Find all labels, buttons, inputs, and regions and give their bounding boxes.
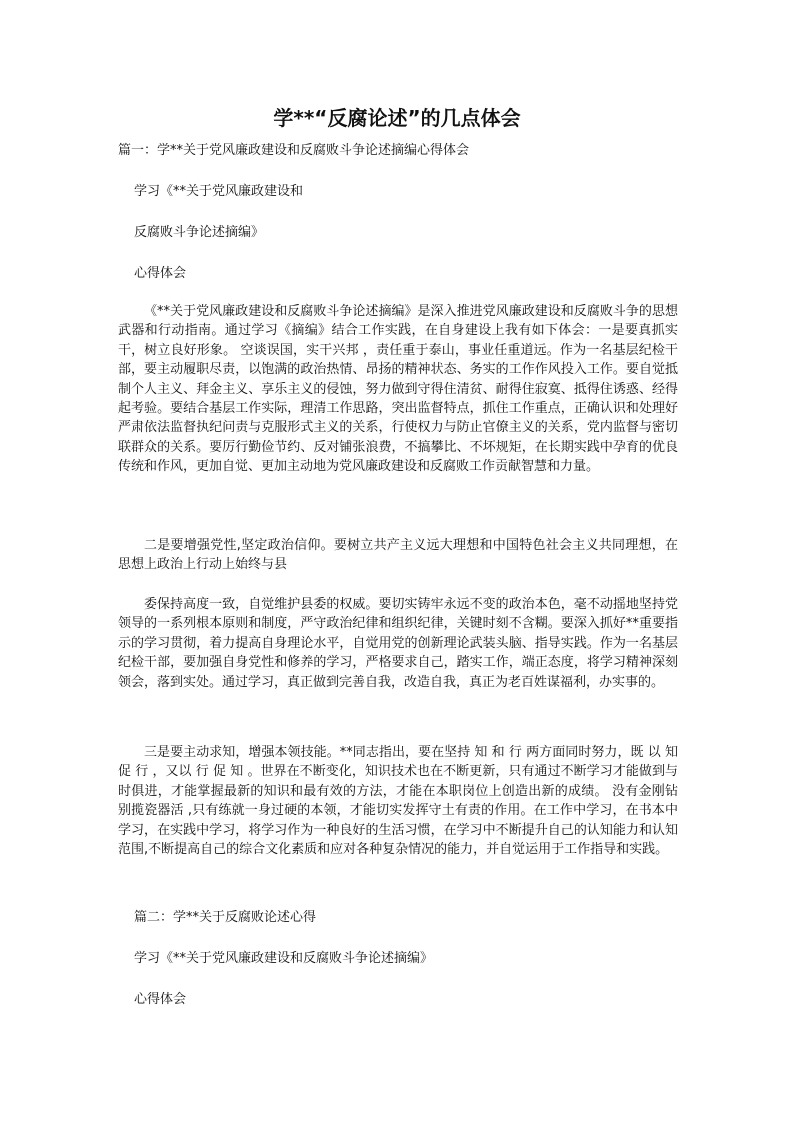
paragraph-point-three: 三是要主动求知，增强本领技能。**同志指出，要在坚持 知 和 行 两方面同时努力，既 以 知 促 行 ，又以 行 促 知 。世界在不断变化，知识技术也在不断更新，只有通过不断学习才能做到与时俱进，才能掌握最新的知识和最有效的方法，才能在本职岗位上创造出新的成绩。 没有金刚钻别揽瓷器活 ,只有练就一身过硬的本领，才能切实发挥守土有责的作用。在工作中学习，在书本中学习，在实践中学习，将学习作为一种良好的生活习惯，在学习中不断提升自己的认知能力和认知范围,不断提高自己的综合文化素质和应对各种复杂情况的能力，并自觉运用于工作指导和实践。: [118, 745, 678, 858]
section-two-subtitle-line-2: 心得体会: [134, 992, 187, 1007]
section-one-subtitle-line-3: 心得体会: [134, 266, 187, 281]
document-title: 学**“反腐论述”的几点体会: [273, 106, 521, 130]
section-two-heading: 篇二：学**关于反腐败论述心得: [134, 910, 317, 925]
section-two-subtitle-line-1: 学习《**关于党风廉政建设和反腐败斗争论述摘编》: [134, 951, 434, 966]
paragraph-point-one: 《**关于党风廉政建设和反腐败斗争论述摘编》是深入推进党风廉政建设和反腐败斗争的思想武器和行动指南。通过学习《摘编》结合工作实践，在自身建设上我有如下体会：一是要真抓实干，树立良好形象。 空谈误国，实干兴邦 ，责任重于泰山，事业任重道远。作为一名基层纪检干部，要主动履职尽责，以饱满的政治热情、昂扬的精神状态、务实的工作作风投入工作。要自觉抵制个人主义、拜金主义、享乐主义的侵蚀，努力做到守得住清贫、耐得住寂寞、抵得住诱惑、经得起考验。要结合基层工作实际，理清工作思路，突出监督特点，抓住工作重点，正确认识和处理好严肃依法监督执纪问责与克服形式主义的关系，行使权力与防止官僚主义的关系，党内监督与密切联群众的关系。要厉行勤俭节约、反对铺张浪费，不搞攀比、不坏规矩，在长期实践中孕育的优良传统和作风，更加自觉、更加主动地为党风廉政建设和反腐败工作贡献智慧和力量。: [118, 304, 678, 475]
paragraph-point-two: 二是要增强党性,坚定政治信仰。要树立共产主义远大理想和中国特色社会主义共同理想，在思想上政治上行动上始终与县: [118, 538, 678, 573]
paragraph-point-two-continued: 委保持高度一致，自觉维护县委的权威。要切实铸牢永远不变的政治本色，毫不动摇地坚持党领导的一系列根本原则和制度，严守政治纪律和组织纪律，关键时刻不含糊。要深入抓好**重要指示的学习贯彻，着力提高自身理论水平，自觉用党的创新理论武装头脑、指导实践。作为一名基层纪检干部，要加强自身党性和修养的学习，严格要求自己，踏实工作，端正态度，将学习精神深刻领会，落到实处。通过学习，真正做到完善自我，改造自我，真正为老百姓谋福利，办实事的。: [118, 597, 678, 690]
section-one-subtitle-line-1: 学习《**关于党风廉政建设和: [134, 184, 304, 199]
section-one-subtitle-line-2: 反腐败斗争论述摘编》: [134, 225, 265, 240]
section-one-heading: 篇一：学**关于党风廉政建设和反腐败斗争论述摘编心得体会: [118, 143, 470, 158]
